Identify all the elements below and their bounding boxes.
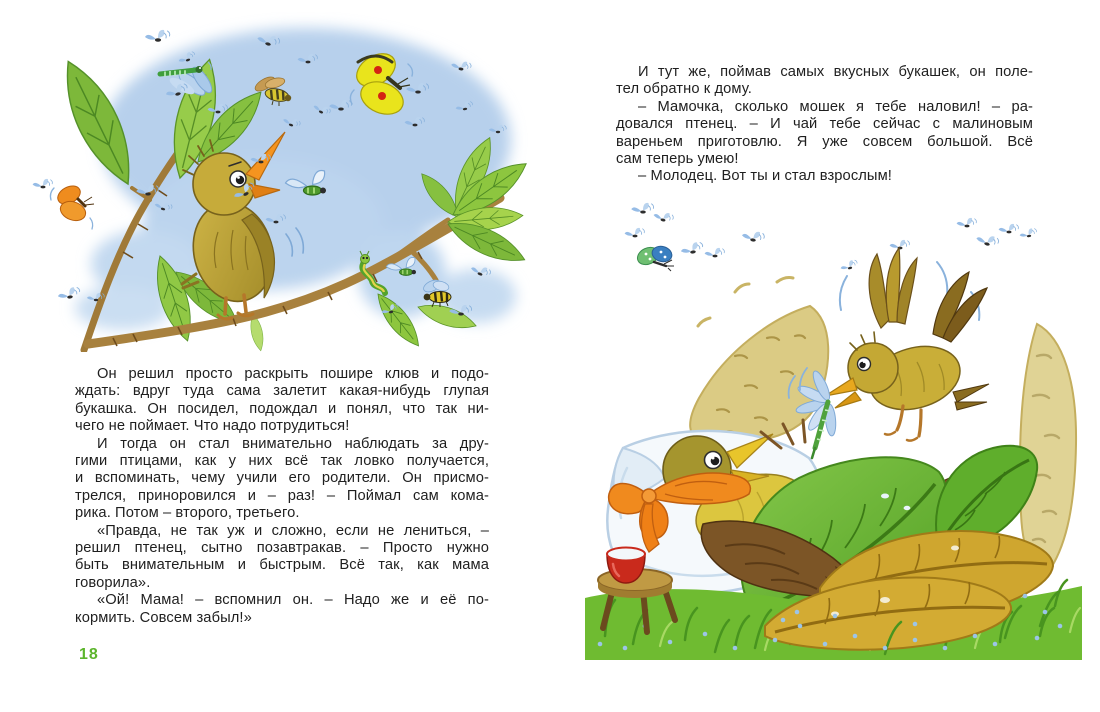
hay-mound-right	[1020, 324, 1076, 569]
text-line: ждать: вдруг туда сама залетит какая-нибудь глупая	[75, 383, 489, 400]
paragraph	[616, 168, 1033, 185]
text-line: кормить. Совсем забыл!»	[75, 609, 252, 626]
hay-mound-left	[690, 278, 828, 444]
paragraph	[616, 64, 1033, 99]
text-line: довался птенец. – И чай тебе сейчас с малиновым	[616, 116, 1033, 133]
paragraph	[75, 436, 489, 523]
flying-chick-beak	[825, 378, 857, 396]
paragraph	[75, 523, 489, 593]
orange-butterfly-icon	[50, 182, 94, 229]
right-page-text	[616, 64, 1033, 186]
text-line: чего не поймает. Что надо потрудиться!	[75, 418, 350, 435]
text-line: Он решил просто раскрыть пошире клюв и подо-	[97, 366, 489, 382]
text-line: И тогда он стал внимательно наблюдать за дру-	[97, 435, 489, 452]
sky-wash	[75, 28, 516, 330]
paragraph	[75, 592, 489, 627]
text-line: гими птицами, как у них всё так ловко получается,	[75, 453, 489, 470]
text-line: трелся, приноровился и – раз! – Поймал сам кома-	[75, 487, 489, 504]
mosquitoes	[625, 203, 1038, 272]
paragraph	[616, 99, 1033, 169]
text-line: тел обратно к дому.	[616, 81, 752, 98]
text-line: быть внимательным и быстрым. Всё так, как мама	[75, 557, 489, 574]
text-line: – Мамочка, сколько мошек я тебе наловил! – ра-	[638, 98, 1033, 115]
page-number: 18	[79, 646, 99, 663]
text-line: вареньем приготовлю. Я уже совсем большой. Всё	[616, 133, 1033, 150]
text-line: «Ой! Мама! – вспомнил он. – Надо же и её по-	[97, 592, 489, 609]
left-page-text	[75, 366, 489, 627]
illustration-chick-singing	[28, 12, 530, 352]
text-line: решил птенец, сытно позавтракав. – Просто нужно	[75, 540, 489, 557]
text-line: «Правда, не так уж и сложно, если не лениться, –	[97, 522, 489, 539]
text-line: букашка. Он посидел, подождал и понял, что так ни-	[75, 400, 489, 417]
text-line: рика. Потом – второго, третьего.	[75, 505, 300, 522]
text-line: – Молодец. Вот ты и стал взрослым!	[638, 168, 892, 185]
illustration-mother-in-bed	[585, 196, 1082, 660]
text-line: говорила».	[75, 574, 151, 591]
text-line: и вспоминать, чему учили его родители. Он присмо-	[75, 470, 489, 487]
text-line: сам теперь умею!	[616, 151, 739, 168]
paragraph	[75, 366, 489, 436]
text-line: И тут же, поймав самых вкусных букашек, он поле-	[638, 64, 1033, 80]
turquoise-butterfly-icon	[635, 244, 674, 271]
flying-chick	[825, 248, 989, 441]
